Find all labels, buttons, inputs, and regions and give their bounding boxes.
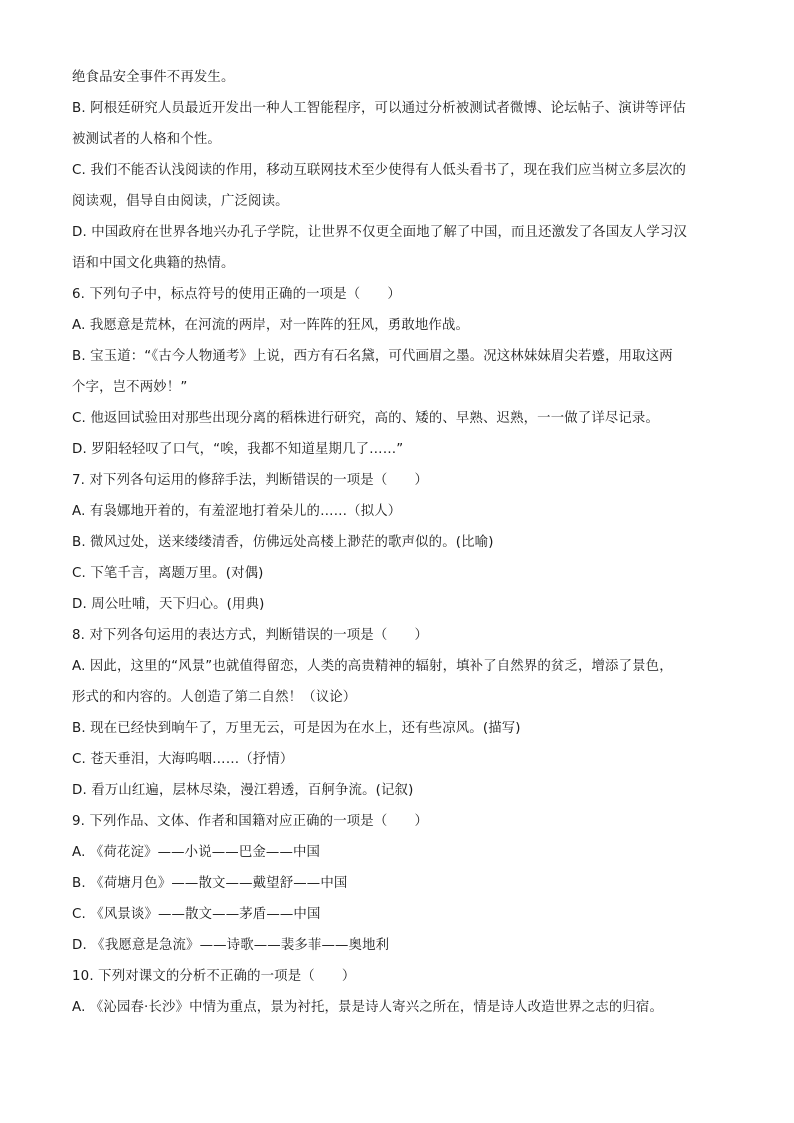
document-page (72, 62, 722, 1023)
text-line-q8-option-a: A. 因此，这里的“风景”也就值得留恋，人类的高贵精神的辐射，填补了自然界的贫乏，增添了景色， (72, 659, 673, 674)
text-line-q5-option-b-cont: 被测试者的人格和个性。 (72, 132, 221, 147)
text-line-q8-option-a-cont: 形式的和内容的。人创造了第二自然！（议论） (72, 690, 357, 705)
text-line-q5-continued: 绝食品安全事件不再发生。 (72, 70, 235, 85)
text-line-q6-option-a: A. 我愿意是荒林，在河流的两岸，对一阵阵的狂风，勇敢地作战。 (72, 318, 470, 333)
text-line-q6-option-d: D. 罗阳轻轻叹了口气，“唉，我都不知道星期几了……” (72, 442, 404, 457)
text-line-q5-option-b: B. 阿根廷研究人员最近开发出一种人工智能程序，可以通过分析被测试者微博、论坛帖子、演讲等评估 (72, 101, 686, 116)
text-line-q8-option-c: C. 苍天垂泪，大海呜咽……（抒情） (72, 752, 294, 767)
text-line-q9-option-a: A. 《荷花淀》——小说——巴金——中国 (72, 845, 321, 860)
text-line-q6-option-b: B. 宝玉道：“《古今人物通考》上说，西方有石名黛，可代画眉之墨。况这林妹妹眉尖若蹙，用取这两 (72, 349, 673, 364)
text-line-q7-option-b: B. 微风过处，送来缕缕清香，仿佛远处高楼上渺茫的歌声似的。(比喻) (72, 535, 494, 550)
text-line-q5-option-c: C. 我们不能否认浅阅读的作用，移动互联网技术至少使得有人低头看书了，现在我们应当树立多层次的 (72, 163, 687, 178)
text-line-q6-option-c: C. 他返回试验田对那些出现分离的稻株进行研究，高的、矮的、早熟、迟熟，一一做了详尽记录。 (72, 411, 660, 426)
text-line-q9-option-c: C. 《风景谈》——散文——茅盾——中国 (72, 907, 321, 922)
question-9-stem: 9. 下列作品、文体、作者和国籍对应正确的一项是（ ） (72, 814, 428, 829)
question-10-stem: 10. 下列对课文的分析不正确的一项是（ ） (72, 969, 356, 984)
text-line-q8-option-d: D. 看万山红遍，层林尽染，漫江碧透，百舸争流。(记叙) (72, 783, 414, 798)
text-line-q9-option-b: B. 《荷塘月色》——散文——戴望舒——中国 (72, 876, 348, 891)
question-8-stem: 8. 对下列各句运用的表达方式，判断错误的一项是（ ） (72, 628, 428, 643)
text-line-q8-option-b: B. 现在已经快到晌午了，万里无云，可是因为在水上，还有些凉风。(描写) (72, 721, 521, 736)
question-6-stem: 6. 下列句子中，标点符号的使用正确的一项是（ ） (72, 287, 401, 302)
text-line-q5-option-d-cont: 语和中国文化典籍的热情。 (72, 256, 235, 271)
text-line-q6-option-b-cont: 个字，岂不两妙！” (72, 380, 188, 395)
text-line-q7-option-d: D. 周公吐哺，天下归心。(用典) (72, 597, 265, 612)
text-line-q5-option-c-cont: 阅读观，倡导自由阅读，广泛阅读。 (72, 194, 289, 209)
text-line-q7-option-a: A. 有袅娜地开着的，有羞涩地打着朵儿的……（拟人） (72, 504, 402, 519)
text-line-q9-option-d: D. 《我愿意是急流》——诗歌——裴多菲——奥地利 (72, 938, 390, 953)
text-line-q10-option-a: A. 《沁园春·长沙》中情为重点，景为衬托，景是诗人寄兴之所在，情是诗人改造世界之志的归宿。 (72, 1000, 663, 1015)
question-7-stem: 7. 对下列各句运用的修辞手法，判断错误的一项是（ ） (72, 473, 428, 488)
text-line-q5-option-d: D. 中国政府在世界各地兴办孔子学院，让世界不仅更全面地了解了中国，而且还激发了各国友人学习汉 (72, 225, 688, 240)
text-line-q7-option-c: C. 下笔千言，离题万里。(对偶) (72, 566, 264, 581)
